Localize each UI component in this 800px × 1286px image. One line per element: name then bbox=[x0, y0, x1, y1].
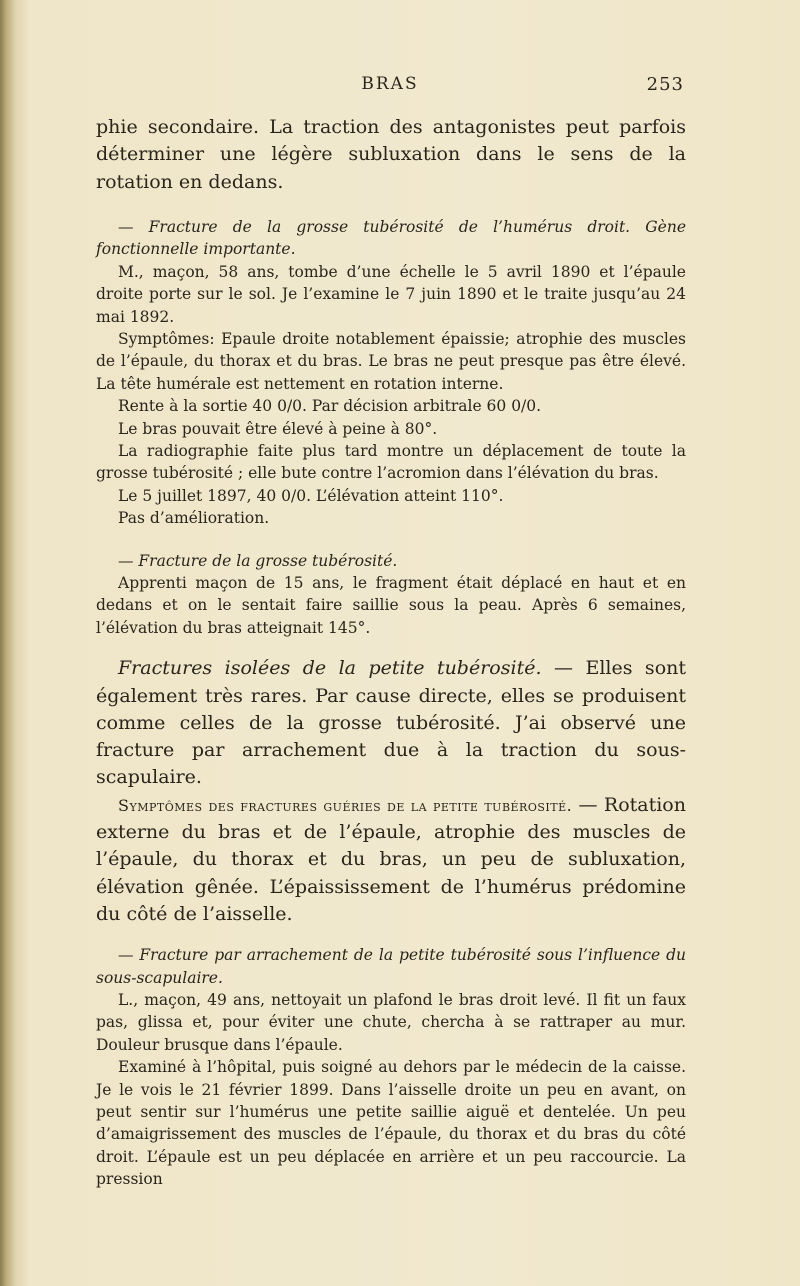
case-1-paragraph: M., maçon, 58 ans, tombe d’une échelle le 5 avril 1890 et l’épaule droite porte sur le sol. Je l’examine le 7 juin 1890 et le traite jusqu’au 24 mai 1892. bbox=[96, 262, 686, 326]
paragraph-continuation: phie secondaire. La traction des antagonistes peut parfois déterminer une légère subluxation dans le sens de la rotation en dedans. bbox=[96, 116, 686, 193]
case-3-paragraph: Examiné à l’hôpital, puis soigné au dehors par le médecin de la caisse. Je le vois le 21 février 1899. Dans l’aisselle droite un peu en avant, on peut sentir sur l’humérus une petite saillie aiguë et dentelée. Un peu d’amaigrissement des muscles de l’épaule, du thorax et du bras du côté droit. L’épaule est un peu déplacée en arrière et un peu raccourcie. La pression bbox=[96, 1058, 686, 1189]
section-title: Fractures isolées de la petite tubérosité. bbox=[118, 657, 542, 680]
symptoms-text: — Rotation externe du bras et de l’épaule, atrophie des muscles de l’épaule, du thorax et du bras, un peu de subluxation, élévation gênée. L’épaississement de l’humérus prédomine du côté de l’aisselle. bbox=[96, 793, 686, 925]
case-heading-2: — Fracture de la grosse tubérosité. bbox=[118, 551, 398, 570]
case-2-paragraph: Apprenti maçon de 15 ans, le fragment était déplacé en haut et en dedans et on le sentait faire saillie sous la peau. Après 6 semaines, l’élévation du bras atteignait 145°. bbox=[96, 573, 686, 637]
case-heading-3: — Fracture par arrachement de la petite tubérosité sous l’influence du sous-scapulaire. bbox=[96, 946, 686, 987]
page-body bbox=[96, 114, 686, 1191]
symptoms-label: Symptômes des fractures guéries de la petite tubérosité. bbox=[118, 795, 573, 815]
page-header bbox=[96, 74, 684, 100]
page-number: 253 bbox=[646, 74, 684, 95]
case-3-paragraph: L., maçon, 49 ans, nettoyait un plafond le bras droit levé. Il fit un faux pas, glissa et, pour éviter une chute, chercha à se rattraper au mur. Douleur brusque dans l’épaule. bbox=[96, 990, 686, 1054]
symptoms-paragraph bbox=[96, 792, 686, 928]
case-1-paragraph: Le 5 juillet 1897, 40 0/0. L’élévation atteint 110°. bbox=[118, 486, 504, 505]
case-1-paragraph: Le bras pouvait être élevé à peine à 80°. bbox=[118, 419, 438, 438]
case-1-paragraph: La radiographie faite plus tard montre un déplacement de toute la grosse tubérosité ; elle bute contre l’acromion dans l’élévation du bras. bbox=[96, 441, 686, 483]
case-1-paragraph: Symptômes: Epaule droite notablement épaissie; atrophie des muscles de l’épaule, du thorax et du bras. Le bras ne peut presque pas être élevé. La tête humérale est nettement en rotation interne. bbox=[96, 329, 686, 393]
running-title: BRAS bbox=[361, 74, 419, 94]
case-heading-1: — Fracture de la grosse tubérosité de l’humérus droit. Gène fonctionnelle importante. bbox=[96, 217, 686, 259]
section-text: — Elles sont également très rares. Par cause directe, elles se produisent comme celles de la grosse tubérosité. J’ai observé une fracture par arrachement due à la traction du sous-scapulaire. bbox=[96, 657, 686, 789]
section-paragraph bbox=[96, 655, 686, 791]
case-1-paragraph: Rente à la sortie 40 0/0. Par décision arbitrale 60 0/0. bbox=[118, 397, 542, 416]
case-1-paragraph: Pas d’amélioration. bbox=[118, 509, 270, 528]
